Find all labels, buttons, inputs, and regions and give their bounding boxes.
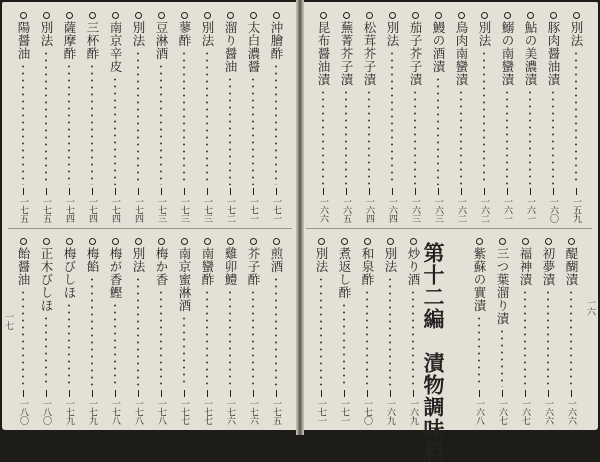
left-page [2,2,298,430]
bullet-circle-icon [527,12,534,19]
leader-dots [160,63,162,185]
leader-dash [392,188,393,195]
leader-dots [460,89,462,185]
leader-dots [414,89,416,185]
toc-entry-title: 鮎の美濃漬 [523,21,538,86]
toc-entry-page: 一七五 [271,398,281,424]
leader-dots [506,89,508,185]
leader-dash [530,188,531,195]
leader-dots [368,89,370,185]
toc-entry-title: 鰻の酒漬 [431,21,446,73]
leader-dots [229,289,231,387]
toc-entry [107,238,123,424]
leader-dash [525,390,526,397]
bullet-circle-icon [273,238,280,245]
leader-dash [390,390,391,397]
toc-entry [222,238,238,424]
leader-dash [115,188,116,195]
leader-dash [502,390,503,397]
toc-entry-title: 鰯の南蠻漬 [500,21,515,86]
toc-entry-title: 松茸芥子漬 [362,21,377,86]
toc-entry [153,12,169,222]
bullet-circle-icon [320,12,327,19]
bullet-circle-icon [250,238,257,245]
toc-entry [453,12,469,222]
toc-entry [245,238,261,424]
toc-entry-title: 豆淋酒 [154,21,169,60]
toc-entry-title: 別法 [39,21,54,47]
toc-entry-title: 福神漬 [518,247,533,286]
leader-dots [547,289,549,387]
bullet-circle-icon [458,12,465,19]
bullet-circle-icon [387,238,394,245]
bullet-circle-icon [273,12,280,19]
toc-entry [476,12,492,222]
leader-dots [114,76,116,185]
leader-dots [552,89,554,185]
toc-entry-page: 一七四 [133,196,143,222]
toc-entry [15,12,31,222]
bullet-circle-icon [66,12,73,19]
toc-entry-page: 一七七 [179,398,189,424]
leader-dots [366,289,368,387]
toc-entry-title: 別法 [131,247,146,273]
toc-entry-page: 一六〇 [548,196,558,222]
toc-entry [522,12,538,222]
toc-entry-page: 一六九 [385,398,395,424]
bullet-circle-icon [522,238,529,245]
leader-dash [323,188,324,195]
leader-dots [229,76,231,185]
toc-entry-title: 昆布醤油漬 [316,21,331,86]
leader-dash [69,390,70,397]
toc-entry [153,238,169,424]
leader-dash [69,188,70,195]
toc-entry-page: 一六六 [318,196,328,222]
leader-dots [343,302,345,387]
toc-entry [84,238,100,424]
toc-entry [336,238,352,424]
toc-entry-page: 一六三 [433,196,443,222]
leader-dots [524,289,526,387]
chapter-title: 第十二編 漬物調味料 [421,242,446,462]
toc-entry [338,12,354,222]
toc-entry-title: 南蠻酢 [200,247,215,286]
toc-entry-page: 一七一 [316,398,326,424]
bullet-circle-icon [410,238,417,245]
toc-entry-title: 薩摩酢 [62,21,77,60]
leader-dots [183,50,185,185]
leader-dash [369,188,370,195]
toc-entry [405,238,421,424]
toc-entry-title: 南京辛皮 [108,21,123,73]
toc-entry-page: 一七九 [87,398,97,424]
toc-entry-title: 飴醤油 [16,247,31,286]
bullet-circle-icon [204,238,211,245]
right-page [300,2,598,462]
toc-entry-title: 蕪菁芥子漬 [339,21,354,86]
toc-entry [359,238,375,424]
toc-entry-title: 蓼酢 [177,21,192,47]
bullet-circle-icon [43,12,50,19]
leader-dots [45,315,47,387]
page-number: 一六 [585,298,595,316]
toc-entry [84,12,100,222]
toc-entry [61,12,77,222]
toc-entry-page: 一七三 [156,196,166,222]
bullet-circle-icon [89,12,96,19]
leader-dots [91,63,93,185]
toc-entry [15,238,31,424]
toc-entry-page: 一七一 [248,196,258,222]
toc-entry-title: 芥子酢 [246,247,261,286]
toc-entry-title: 別法 [314,247,329,273]
toc-entry [494,238,510,424]
bullet-circle-icon [318,238,325,245]
toc-entry-title: 雞卯鱧 [223,247,238,286]
toc-entry-page: 一七六 [248,398,258,424]
section-divider [306,228,592,229]
leader-dash [276,390,277,397]
toc-entry-title: 初夢漬 [541,247,556,286]
toc-entry [176,12,192,222]
toc-entry-title: 別法 [200,21,215,47]
toc-entry-title: 醍醐漬 [564,247,579,286]
leader-dash [367,390,368,397]
leader-dots [483,50,485,185]
toc-entry-title: 梅が香鰹 [108,247,123,299]
leader-dash [92,188,93,195]
toc-entry-page: 一七六 [225,398,235,424]
leader-dots [22,63,24,185]
leader-dots [529,89,531,185]
bullet-circle-icon [66,238,73,245]
leader-dots [389,276,391,387]
toc-entry-title: 梅か香 [154,247,169,286]
leader-dash [253,188,254,195]
leader-dash [161,390,162,397]
leader-dots [322,89,324,185]
leader-dash [230,188,231,195]
toc-entry-page: 一七四 [64,196,74,222]
leader-dash [46,188,47,195]
toc-entry [315,12,331,222]
toc-entry [407,12,423,222]
toc-entry-page: 一六七 [497,398,507,424]
toc-entry-page: 一八〇 [41,398,51,424]
leader-dots [114,302,116,387]
toc-entry-title: 茄子芥子漬 [408,21,423,86]
leader-dash [484,188,485,195]
bullet-circle-icon [366,12,373,19]
leader-dash [413,390,414,397]
toc-entry-title: 沖膾酢 [269,21,284,60]
leader-dash [253,390,254,397]
leader-dash [138,390,139,397]
toc-entry-title: 煎酒 [269,247,284,273]
bullet-circle-icon [573,12,580,19]
bullet-circle-icon [476,238,483,245]
toc-entry [38,238,54,424]
bullet-circle-icon [435,12,442,19]
toc-entry-title: 溜り醤油 [223,21,238,73]
toc-entry-page: 一七三 [202,196,212,222]
toc-entry-title: 和泉酢 [360,247,375,286]
leader-dash [344,390,345,397]
toc-entry-title: 三杯酢 [85,21,100,60]
toc-entry-page: 一六一 [525,196,535,222]
leader-dash [507,188,508,195]
leader-dash [115,390,116,397]
toc-entry-page: 一七七 [202,398,212,424]
toc-entry-title: 梅びしほ [62,247,77,299]
leader-dots [252,289,254,387]
toc-entry-page: 一七八 [133,398,143,424]
toc-entry [130,12,146,222]
toc-entry-title: 別法 [569,21,584,47]
toc-entry-page: 一七八 [156,398,166,424]
toc-entry-page: 一六一 [502,196,512,222]
toc-entry-page: 一六三 [410,196,420,222]
bullet-circle-icon [412,12,419,19]
leader-dots [275,63,277,185]
toc-entry-page: 一六四 [364,196,374,222]
toc-entry-page: 一五九 [571,196,581,222]
leader-dots [412,289,414,387]
bullet-circle-icon [499,238,506,245]
toc-entry-title: 梅餡 [85,247,100,273]
leader-dash [346,188,347,195]
toc-entry-page: 一六二 [479,196,489,222]
bullet-circle-icon [389,12,396,19]
leader-dots [68,302,70,387]
bullet-circle-icon [20,238,27,245]
leader-dots [206,50,208,185]
toc-entry-page: 一七一 [271,196,281,222]
toc-entry-page: 一八〇 [18,398,28,424]
toc-entry [268,12,284,222]
leader-dots [345,89,347,185]
leader-dots [183,315,185,387]
toc-entry-page: 一六二 [456,196,466,222]
leader-dots [478,315,480,387]
toc-entry [517,238,533,424]
leader-dots [160,289,162,387]
bullet-circle-icon [112,238,119,245]
leader-dots [437,76,439,185]
bullet-circle-icon [504,12,511,19]
leader-dash [230,390,231,397]
toc-entry-page: 一六六 [543,398,553,424]
toc-entry-title: 三つ葉溜り漬 [495,247,510,325]
bullet-circle-icon [181,238,188,245]
leader-dash [92,390,93,397]
bullet-circle-icon [227,238,234,245]
toc-entry [61,238,77,424]
toc-entry-title: 鳥肉南蠻漬 [454,21,469,86]
toc-entry-page: 一六八 [474,398,484,424]
toc-entry [430,12,446,222]
leader-dash [184,390,185,397]
leader-dots [137,276,139,387]
toc-entry-page: 一七二 [225,196,235,222]
toc-entry-title: 南京蜜淋酒 [177,247,192,312]
leader-dash [46,390,47,397]
leader-dash [207,390,208,397]
bullet-circle-icon [158,12,165,19]
leader-dots [206,289,208,387]
bullet-circle-icon [135,238,142,245]
leader-dots [320,276,322,387]
leader-dots [137,50,139,185]
leader-dash [207,188,208,195]
bullet-circle-icon [135,12,142,19]
toc-entry [199,12,215,222]
toc-entry-title: 太白濃醤 [246,21,261,73]
leader-dash [553,188,554,195]
leader-dash [276,188,277,195]
toc-entry [540,238,556,424]
page-number: 一七 [3,312,13,330]
toc-entry [382,238,398,424]
leader-dots [501,328,503,387]
leader-dots [570,289,572,387]
leader-dots [22,289,24,387]
toc-entry [38,12,54,222]
toc-entry-page: 一七三 [179,196,189,222]
bullet-circle-icon [343,12,350,19]
bullet-circle-icon [158,238,165,245]
toc-entry-page: 一七九 [64,398,74,424]
leader-dash [321,390,322,397]
toc-entry-title: 正木びしほ [39,247,54,312]
leader-dash [438,188,439,195]
toc-entry-page: 一六九 [408,398,418,424]
toc-entry-page: 一七四 [87,196,97,222]
bullet-circle-icon [89,238,96,245]
book-gutter [296,0,304,435]
bullet-circle-icon [227,12,234,19]
toc-entry-title: 別法 [477,21,492,47]
toc-entry [176,238,192,424]
toc-entry-title: 別法 [131,21,146,47]
toc-entry-title: 豚肉醤油漬 [546,21,561,86]
toc-entry-title: 別法 [383,247,398,273]
toc-entry [107,12,123,222]
bullet-circle-icon [43,238,50,245]
bullet-circle-icon [204,12,211,19]
toc-entry [499,12,515,222]
bullet-circle-icon [20,12,27,19]
bullet-circle-icon [181,12,188,19]
leader-dash [479,390,480,397]
bullet-circle-icon [545,238,552,245]
toc-entry [361,12,377,222]
toc-entry-title: 別法 [385,21,400,47]
leader-dash [23,188,24,195]
toc-entry-page: 一七八 [110,398,120,424]
toc-entry [545,12,561,222]
leader-dash [548,390,549,397]
toc-entry-page: 一七四 [110,196,120,222]
leader-dash [576,188,577,195]
bullet-circle-icon [481,12,488,19]
leader-dash [571,390,572,397]
toc-entry-page: 一六五 [341,196,351,222]
toc-entry [199,238,215,424]
toc-entry [130,238,146,424]
bullet-circle-icon [112,12,119,19]
leader-dash [415,188,416,195]
leader-dots [91,276,93,387]
leader-dots [68,63,70,185]
leader-dots [275,276,277,387]
leader-dots [391,50,393,185]
leader-dash [184,188,185,195]
bullet-circle-icon [568,238,575,245]
toc-entry-page: 一六七 [520,398,530,424]
section-divider [8,228,292,229]
leader-dots [575,50,577,185]
leader-dots [252,76,254,185]
toc-entry [568,12,584,222]
toc-entry-page: 一七五 [18,196,28,222]
toc-entry [268,238,284,424]
toc-entry-page: 一七一 [339,398,349,424]
toc-entry [384,12,400,222]
toc-entry [313,238,329,424]
toc-entry-title: 紫蘇の實漬 [472,247,487,312]
bullet-circle-icon [550,12,557,19]
toc-entry-title: 炒り酒 [406,247,421,286]
leader-dash [23,390,24,397]
toc-entry [222,12,238,222]
toc-entry [563,238,579,424]
bullet-circle-icon [364,238,371,245]
leader-dots [45,50,47,185]
bullet-circle-icon [250,12,257,19]
bullet-circle-icon [341,238,348,245]
toc-entry [245,12,261,222]
toc-entry-title: 陽醤油 [16,21,31,60]
toc-entry-page: 一七〇 [362,398,372,424]
leader-dash [138,188,139,195]
toc-entry-page: 一七五 [41,196,51,222]
leader-dash [161,188,162,195]
toc-entry [471,238,487,424]
toc-entry-title: 煮返し酢 [337,247,352,299]
leader-dash [461,188,462,195]
toc-entry-page: 一六四 [387,196,397,222]
toc-entry-page: 一六六 [566,398,576,424]
